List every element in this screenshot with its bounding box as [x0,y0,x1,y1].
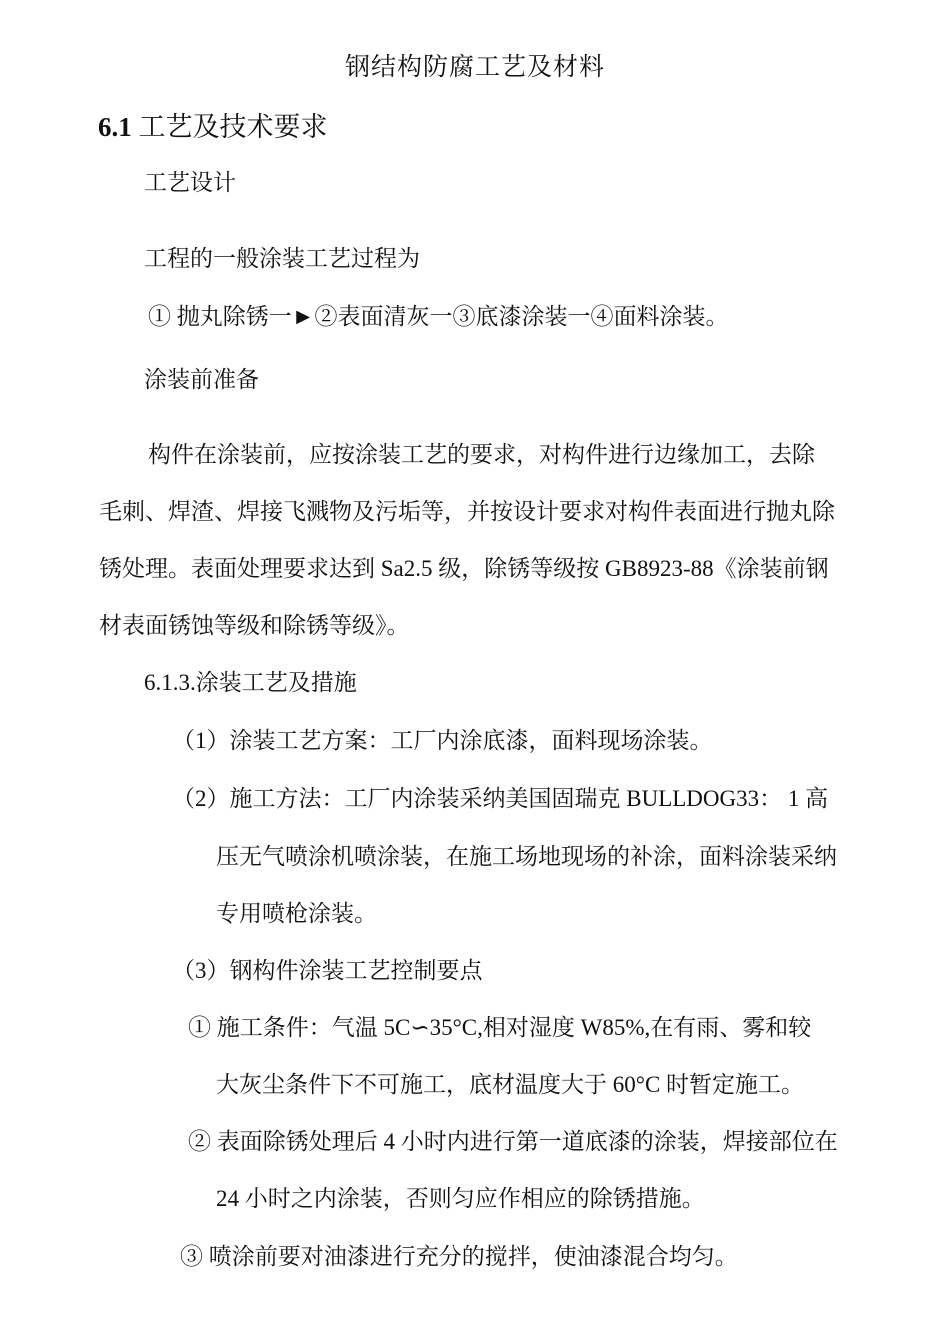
section-title: 工艺及技术要求 [138,112,328,142]
section-heading [98,112,328,142]
process-steps: ① 抛丸除锈一►②表面清灰一③底漆涂装一④面料涂装。 [148,304,729,329]
list-item: （2）施工方法：工厂内涂装采纳美国固瑞克 BULLDOG33： 1 高 [172,786,829,811]
paragraph-line: 材表面锈蚀等级和除锈等级》。 [99,613,410,638]
subsection-heading: 6.1.3.涂装工艺及措施 [144,670,357,695]
sub-list-item-continuation: 大灰尘条件下不可施工，底材温度大于 60°C 时暂定施工。 [216,1072,805,1097]
subheading-preparation: 涂装前准备 [144,367,259,392]
list-item: （1）涂装工艺方案：工厂内涂底漆，面料现场涂装。 [172,728,713,753]
list-item-continuation: 压无气喷涂机喷涂装，在施工场地现场的补涂，面料涂装采纳 [216,844,837,869]
paragraph-line: 毛刺、焊渣、焊接飞溅物及污垢等，并按设计要求对构件表面进行抛丸除 [99,499,835,524]
sub-list-item: ③ 喷涂前要对油漆进行充分的搅拌，使油漆混合均匀。 [180,1244,738,1269]
list-item-continuation: 专用喷枪涂装。 [216,901,377,926]
process-intro: 工程的一般涂装工艺过程为 [144,246,420,271]
sub-list-item: ① 施工条件：气温 5C∽35°C,相对湿度 W85%,在有雨、雾和较 [188,1015,812,1040]
sub-list-item-continuation: 24 小时之内涂装，否则匀应作相应的除锈措施。 [216,1186,705,1211]
paragraph-line: 锈处理。表面处理要求达到 Sa2.5 级，除锈等级按 GB8923-88《涂装前钢 [99,556,829,581]
sub-list-item: ② 表面除锈处理后 4 小时内进行第一道底漆的涂装，焊接部位在 [188,1129,838,1154]
list-item: （3）钢构件涂装工艺控制要点 [172,958,483,983]
document-title: 钢结构防腐工艺及材料 [344,52,605,81]
subheading-process-design: 工艺设计 [144,170,236,195]
section-number: 6.1 [98,112,132,142]
paragraph-line: 构件在涂装前，应按涂装工艺的要求，对构件进行边缘加工，去除 [148,442,815,467]
